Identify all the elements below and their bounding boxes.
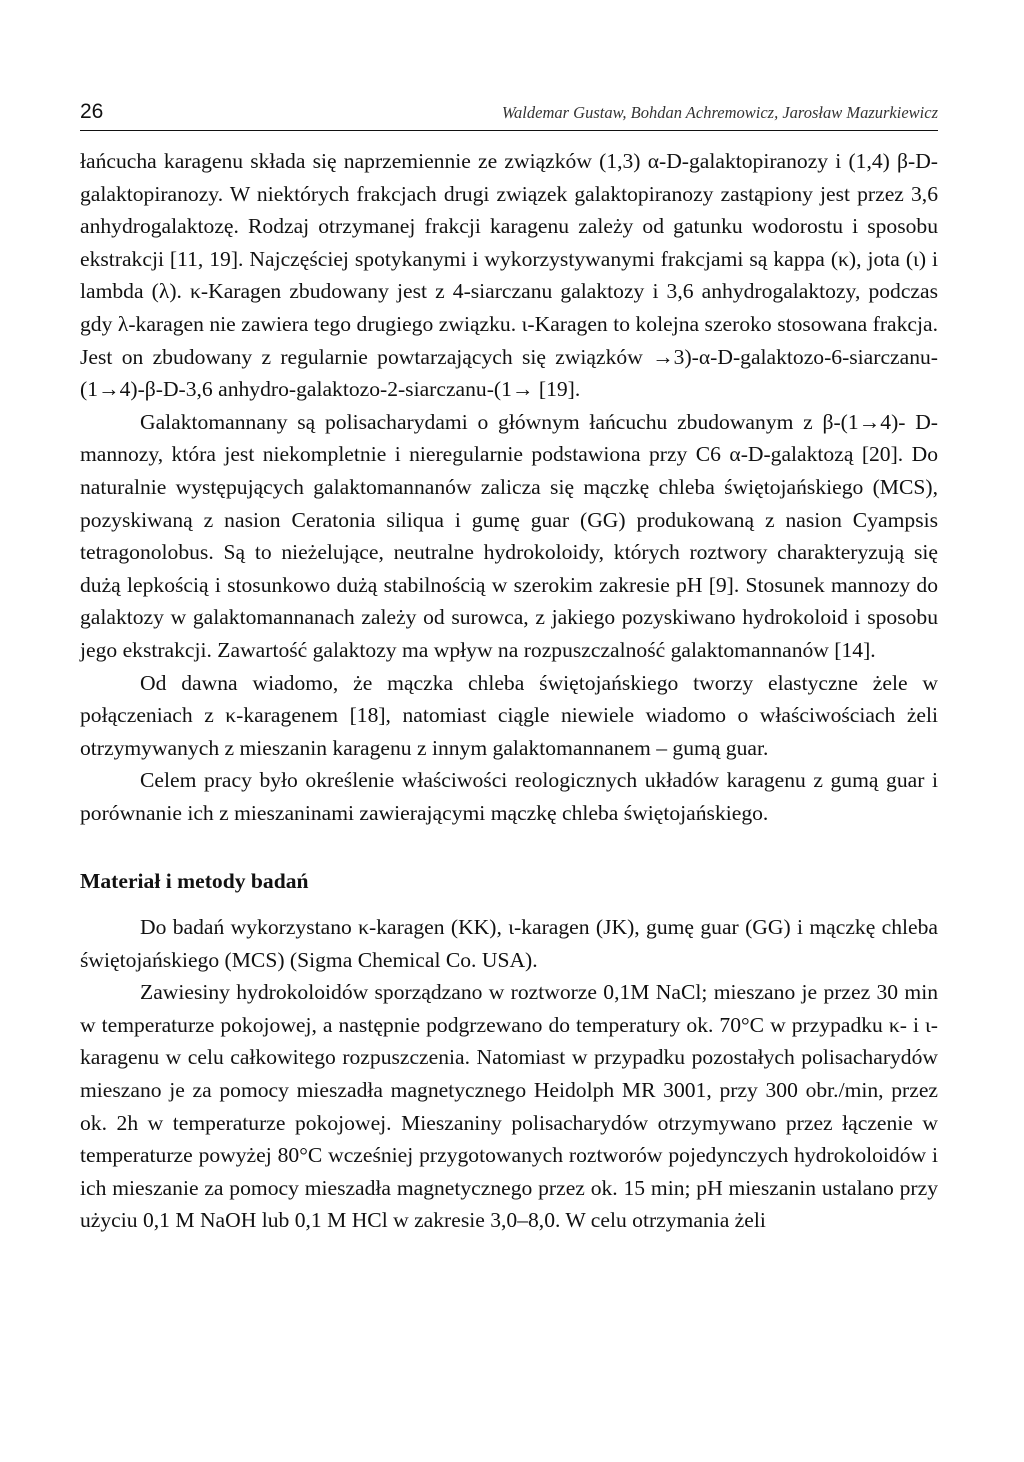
paragraph-aim: Celem pracy było określenie właściwości reologicznych układów karagenu z gumą guar i porównanie ich z mieszaninami zawierającymi mączkę chleba świętojańskiego. (80, 768, 938, 825)
paragraph-known-gels: Od dawna wiadomo, że mączka chleba świętojańskiego tworzy elastyczne żele w połączeniach z κ-karagenem [18], natomiast ciągle niewiele wiadomo o właściwościach żeli otrzymywanych z mieszanin karagenu z innym galaktomannanem – gumą guar. (80, 670, 938, 760)
page-header (80, 100, 938, 131)
running-head-authors: Waldemar Gustaw, Bohdan Achremowicz, Jarosław Mazurkiewicz (501, 103, 938, 122)
section-heading-methods: Materiał i metody badań (80, 869, 309, 894)
paragraph-galactomannans: Galaktomannany są polisacharydami o głównym łańcuchu zbudowanym z β-(1→4)- D-mannozy, która jest niekompletnie i nieregularnie podstawiona przy C6 α-D-galaktozą [20]. Do naturalnie występujących galaktomannanów zalicza się mączkę chleba świętojańskiego (MCS), pozyskiwaną z nasion Ceratonia siliqua i gumę guar (GG) produkowaną z nasion Cyampsis tetragonolobus. Są to nieżelujące, neutralne hydrokoloidy, których roztwory charakteryzują się dużą lepkością i stosunkowo dużą stabilnością w szerokim zakresie pH [9]. Stosunek mannozy do galaktozy w galaktomannanach zależy od surowca, z jakiego pozyskiwano hydrokoloid i sposobu jego ekstrakcji. Zawartość galaktozy ma wpływ na rozpuszczalność galaktomannanów [14]. (80, 409, 938, 662)
paragraph-preparation: Zawiesiny hydrokoloidów sporządzano w roztworze 0,1M NaCl; mieszano je przez 30 min w temperaturze pokojowej, a następnie podgrzewano do temperatury ok. 70°C w przypadku κ- i ι-karagenu w celu całkowitego rozpuszczenia. Natomiast w przypadku pozostałych polisacharydów mieszano je za pomocy mieszadła magnetycznego Heidolph MR 3001, przy 300 obr./min, przez ok. 2h w temperaturze pokojowej. Mieszaniny polisacharydów otrzymywano przez łączenie w temperaturze powyżej 80°C wcześniej przygotowanych roztworów pojedynczych hydrokoloidów i ich mieszanie za pomocy mieszadła magnetycznego przez ok. 15 min; pH mieszanin ustalano przy użyciu 0,1 M NaOH lub 0,1 M HCl w zakresie 3,0–8,0. W celu otrzymania żeli (80, 980, 938, 1233)
document-page (80, 100, 938, 1237)
page-number: 26 (80, 100, 104, 123)
article-body (80, 145, 938, 1237)
paragraph-materials: Do badań wykorzystano κ-karagen (KK), ι-karagen (JK), gumę guar (GG) i mączkę chleba świętojańskiego (MCS) (Sigma Chemical Co. USA). (80, 915, 938, 972)
paragraph-continued: łańcucha karagenu składa się naprzemiennie ze związków (1,3) α-D-galaktopiranozy i (1,4) β-D-galaktopiranozy. W niektórych frakcjach drugi związek galaktopiranozy zastąpiony jest przez 3,6 anhydrogalaktozę. Rodzaj otrzymanej frakcji karagenu zależy od gatunku wodorostu i sposobu ekstrakcji [11, 19]. Najczęściej spotykanymi i wykorzystywanymi frakcjami są kappa (κ), jota (ι) i lambda (λ). κ-Karagen zbudowany jest z 4-siarczanu galaktozy i 3,6 anhydrogalaktozy, podczas gdy λ-karagen nie zawiera tego drugiego związku. ι-Karagen to kolejna szeroko stosowana frakcja. Jest on zbudowany z regularnie powtarzających się związków →3)-α-D-galaktozo-6-siarczanu-(1→4)-β-D-3,6 anhydro-galaktozo-2-siarczanu-(1→ [19]. (80, 149, 938, 402)
